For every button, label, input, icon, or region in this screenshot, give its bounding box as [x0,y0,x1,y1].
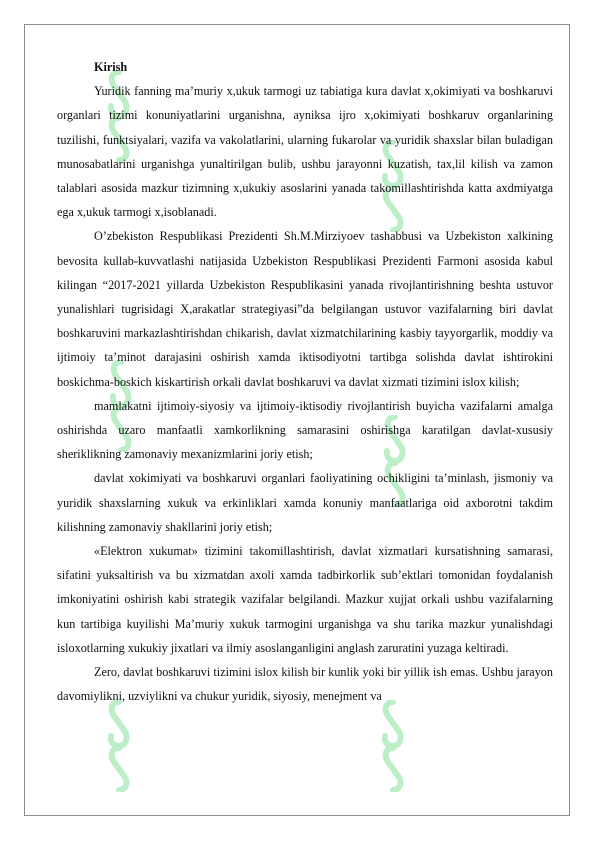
paragraph: davlat xokimiyati va boshkaruvi organlari faoliyatining ochikligini ta’minlash, jismoniy va yuridik shaxslarning xukuk va erkinliklari xamda konuniy manfaatlariga oid axborotni takdim kilishning zamonaviy shakllarini joriy etish; [57,471,553,534]
paragraph: O’zbekiston Respublikasi Prezidenti Sh.M.Mirziyoev tashabbusi va Uzbekiston xalkining bevosita kullab-kuvvatlashi natijasida Uzbekiston Respublikasi Prezidenti Farmoni asosida kabul kilingan “2017-2021 yillarda Uzbekiston Respublikasini yanada rivojlantirishning beshta ustuvor yunalishlari tugrisidagi X,arakatlar strategiyasi”da belgilangan ustuvor vazifalarning biri davlat boshkaruvini markazlashtirishdan chikarish, davlat xizmatchilarining kasbiy tayyorgarlik, moddiy va ijtimoiy ta’minot darajasini oshirish xamda iktisodiyotni tartibga solishda davlat ishtirokini boskichma-boskich kiskartirish orkali davlat boshkaruvi va davlat xizmati tizimini islox kilish; [57,229,553,389]
section-heading: Kirish [94,60,128,74]
watermark-logo-icon [108,700,130,792]
paragraph: Zero, davlat boshkaruvi tizimini islox kilish bir kunlik yoki bir yillik ish emas. Ushbu jarayon davomiylikni, uzviylikni va chukur yuridik, siyosiy, menejment va [57,665,553,704]
paragraph: mamlakatni ijtimoiy-siyosiy va ijtimoiy-iktisodiy rivojlantirish buyicha vazifalarni amalga oshirishda uzaro manfaatli xamkorlikning samarasini oshirishga karatilgan davlat-xususiy sheriklikning zamonaviy mexanizmlarini joriy etish; [57,398,553,462]
document-body [57,55,553,708]
paragraph: Yuridik fanning ma’muriy x,ukuk tarmogi uz tabiatiga kura davlat x,okimiyati va boshkaruvi organlari tizimi konuniyatlarini urganishna, ayniksa ijro x,okimiyati boshkaruv organlarining tuzilishi, funktsiyalari, vazifa va vakolatlarini, ularning fukarolar va yuridik shaxslar bilan buladigan munosabatlarini urganishga yunaltirilgan bulib, ushbu jarayonni kuzatish, tax,lil kilish va zamon talablari asosida mazkur tizimning x,ukukiy asoslarini yanada takomillashtirishda katta axdmiyatga ega x,ukuk tarmogi x,isoblanadi. [57,84,553,220]
paragraph: «Elektron xukumat» tizimini takomillashtirish, davlat xizmatlari kursatishning samarasi, sifatini yuksaltirish va bu xizmatdan axoli xamda tadbirkorlik sub’ektlari tomonidan foydalanish imkoniyatini oshirish kabi strategik vazifalar belgilandi. Mazkur xujjat orkali ushbu vazifalarning kun tartibiga kuyilishi Ma’muriy xukuk tarmogini urganishga va shu tarika mazkur yunalishdagi isloxotlarning xukukiy jixatlari va ilmiy asoslanganligini anglash zaruratini yuzaga keltiradi. [57,544,553,655]
watermark-logo-icon [382,700,404,792]
